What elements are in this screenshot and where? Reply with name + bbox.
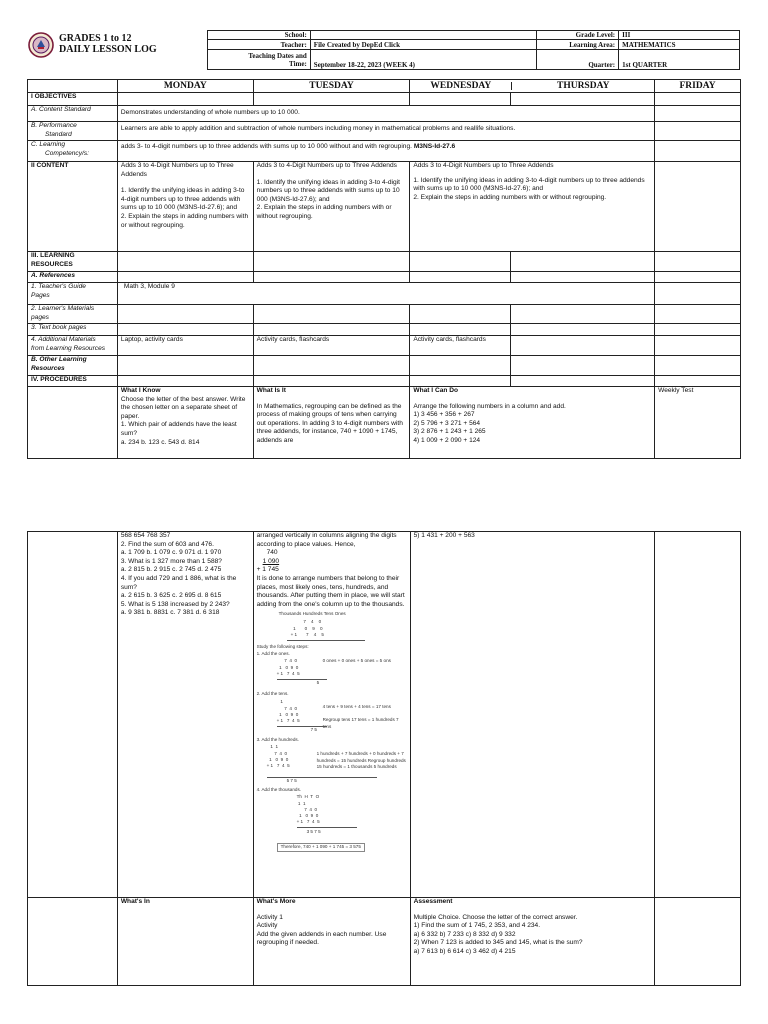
assessment-intro: Multiple Choice. Choose the letter of the correct answer. [413, 913, 578, 921]
dates-value: September 18-22, 2023 (WEEK 4) [310, 50, 536, 70]
teachers-guide-row [28, 283, 741, 305]
what-i-can-do-item: 4) 1 009 + 2 090 + 124 [413, 436, 481, 444]
wednesday-content-obj2: 2. Explain the steps in adding numbers with or without regrouping. [413, 193, 607, 201]
figure-column-1: 7 4 0 1 0 9 0 + 1 7 4 5 [290, 619, 324, 637]
lm-label-1: 2. Learner's Materials [31, 305, 95, 312]
figure-step-1-result: 5 [316, 680, 320, 686]
header-info-table [207, 30, 740, 70]
what-i-can-do-intro: Arrange the following numbers in a column and add. [413, 402, 566, 410]
figure-study-label: Study the following steps: [256, 644, 309, 650]
monday-content-obj2: 2. Explain the steps in adding numbers with or without regrouping. [120, 212, 249, 229]
competency-label-2: Competency/s: [45, 149, 89, 157]
teacher-label: Teacher: [208, 40, 311, 50]
wednesday-materials: Activity cards, flashcards [410, 336, 511, 356]
day-friday: FRIDAY [655, 80, 741, 93]
figure-step-2: 2. Add the tens. [256, 691, 289, 697]
day-wed-thu [410, 80, 655, 93]
what-i-can-do-item: 1) 3 456 + 356 + 267 [413, 411, 475, 419]
textbook-label: 3. Text book pages [28, 324, 118, 336]
what-i-can-do-item: 3) 2 876 + 1 243 + 1 265 [413, 428, 486, 436]
regrouping-figure [257, 611, 407, 871]
competency-text: adds 3- to 4-digit numbers up to three addends with sums up to 10 000 without and with regrouping. [120, 143, 412, 150]
tuesday-content [253, 162, 410, 252]
grade-label: Grade Level: [537, 31, 619, 40]
competency-label-1: C. Learning [31, 141, 66, 148]
monday-content-title: Adds 3 to 4-Digit Numbers up to Three Addends [120, 162, 234, 178]
figure-step-1: 1. Add the ones. [256, 651, 290, 657]
tuesday-materials: Activity cards, flashcards [253, 336, 410, 356]
performance-row [28, 122, 741, 141]
deped-seal [28, 32, 54, 58]
teachers-guide-label [28, 283, 118, 305]
what-i-know-title: What I Know [120, 387, 161, 394]
question-line: a. 2 615 b. 3 625 c. 2 695 d. 8 615 [120, 592, 222, 600]
day-thursday: THURSDAY [556, 80, 610, 91]
monday-whats-in: What's In [117, 898, 253, 986]
other-label-2: Resources [31, 364, 65, 372]
dates-label-line2: Time: [289, 59, 307, 68]
guide-label-1: 1. Teacher's Guide [31, 283, 86, 290]
figure-conclusion: Therefore, 740 + 1 090 + 1 745 = 3 575 [277, 843, 365, 851]
corner-cell [28, 80, 118, 93]
other-resources-label [28, 356, 118, 376]
assessment-q1-options: a) 6 332 b) 7 233 c) 8 332 d) 9 332 [413, 930, 516, 938]
form-title [59, 33, 157, 55]
figure-step-3-work: 1 1 7 4 0 1 0 9 0 + 1 7 4 5 [266, 744, 290, 768]
wednesday-what-i-can-do [410, 387, 655, 459]
additional-materials-label [28, 336, 118, 356]
monday-content [117, 162, 253, 252]
whats-more-instruction: Add the given addends in each number. Use regrouping if needed. [256, 930, 387, 947]
lesson-log-table-page1 [27, 79, 741, 459]
friday-weekly-test: Weekly Test [655, 387, 741, 459]
procedures-continued-row [28, 532, 741, 898]
figure-step-4-result: 3 5 7 5 [306, 829, 321, 835]
figure-rule [287, 640, 365, 641]
question-line: a. 2 815 b. 2 915 c. 2 745 d. 2 475 [120, 566, 222, 574]
monday-what-i-know [117, 387, 253, 459]
figure-step-1-work: 7 4 0 1 0 9 0 + 1 7 4 5 [276, 658, 300, 676]
references-row [28, 272, 741, 283]
dates-label [208, 50, 311, 70]
figure-step-2-note2: Regroup tens 17 tens = 1 hundreds 7 tens [322, 717, 399, 729]
assessment-q2-options: a) 7 613 b) 6 614 c) 3 462 d) 4 215 [413, 947, 516, 955]
place-value-header: Thousands Hundreds Tens Ones [278, 611, 346, 617]
monday-materials: Laptop, activity cards [117, 336, 253, 356]
figure-step-2-result: 7 5 [310, 727, 317, 733]
procedures-row [28, 376, 741, 387]
wednesday-item-5: 5) 1 431 + 200 + 563 [410, 532, 655, 898]
question-line: 3. What is 1 327 more than 1 588? [120, 557, 222, 565]
what-i-know-q1-options: a. 234 b. 123 c. 543 d. 814 [120, 438, 200, 446]
additional-materials-row [28, 336, 741, 356]
figure-step-2-work: 1 7 4 0 1 0 9 0 + 1 7 4 5 [276, 699, 300, 723]
addend-2: 1 090 [262, 557, 280, 565]
question-line: a. 1 709 b. 1 079 c. 9 071 d. 1 970 [120, 549, 222, 557]
teacher-value: File Created by DepEd Click [310, 40, 536, 50]
assessment-q1: 1) Find the sum of 1 745, 2 353, and 4 234. [413, 922, 541, 930]
content-standard-row [28, 106, 741, 122]
resources-label [28, 252, 118, 272]
lm-label-2: pages [31, 313, 49, 321]
figure-rule [277, 726, 327, 727]
quarter-label: Quarter: [537, 50, 619, 70]
title-line-1: GRADES 1 to 12 [59, 33, 132, 44]
school-label: School: [208, 31, 311, 40]
question-line: a. 9 381 b. 8831 c. 7 381 d. 6 318 [120, 609, 220, 617]
wednesday-assessment [410, 898, 655, 986]
resources-row [28, 252, 741, 272]
question-line: 4. If you add 729 and 1 886, what is the sum? [120, 574, 237, 591]
competency-label [28, 141, 118, 162]
learners-materials-label [28, 305, 118, 324]
addend-1: 740 [266, 549, 278, 557]
additional-label-1: 4. Additional Materials [31, 336, 96, 343]
what-i-can-do-title: What I Can Do [413, 387, 459, 394]
what-is-it-title: What Is It [256, 387, 286, 394]
tuesday-whats-more [253, 898, 410, 986]
what-i-can-do-item: 2) 5 796 + 3 271 + 564 [413, 419, 481, 427]
performance-label [28, 122, 118, 141]
figure-step-2-note: 4 tens + 9 tens + 4 tens = 17 tens [322, 704, 391, 710]
addend-3: + 1 745 [256, 566, 279, 574]
question-line: 568 654 768 357 [120, 532, 171, 539]
day-header-row [28, 80, 741, 93]
day-tuesday: TUESDAY [253, 80, 410, 93]
area-label: Learning Area: [537, 40, 619, 50]
tuesday-content-title: Adds 3 to 4-Digit Numbers up to Three Addends [256, 162, 397, 169]
wednesday-content-title: Adds 3 to 4-Digit Numbers up to Three Addends [413, 162, 554, 169]
whats-more-activity: Activity [256, 922, 278, 930]
performance-label-1: B. Performance [31, 122, 77, 129]
other-resources-row [28, 356, 741, 376]
activities-row [28, 898, 741, 986]
what-i-know-text: Choose the letter of the best answer. Write the chosen letter on a separate sheet of paper. [120, 395, 246, 420]
objectives-label: I OBJECTIVES [28, 93, 118, 106]
question-line: 5. What is 5 138 increased by 2 243? [120, 600, 230, 608]
figure-step-4: 4. Add the thousands. [256, 787, 302, 793]
regrouping-text-2: It is done to arrange numbers that belong to their places, most likely ones, tens, hundreds, and thousands. After putting them in place, we will start adding from the one's column up to the thousands. [256, 574, 405, 608]
content-standard-text: Demonstrates understanding of whole numbers up to 10 000. [117, 106, 654, 122]
lesson-log-table-page2 [27, 531, 741, 986]
figure-step-3-result: 5 7 5 [286, 778, 297, 784]
figure-step-3-note: 1 hundreds + 7 hundreds + 0 hundreds + 7 hundreds = 15 hundreds Regroup hundreds 15 hundreds = 1 thousands 5 hundreds [316, 751, 406, 769]
area-value: MATHEMATICS [619, 40, 740, 50]
tuesday-what-is-it-continued [253, 532, 410, 898]
wednesday-content-obj1: 1. Identify the unifying ideas in adding 3-to 4-digit numbers up to three addends with sums up to 10 000 (M3NS-Id-27.6); and [413, 176, 645, 193]
whats-more-title: What's More [256, 898, 296, 905]
assessment-title: Assessment [413, 898, 453, 905]
grade-value: III [619, 31, 740, 40]
content-standard-label: A. Content Standard [28, 106, 118, 122]
performance-label-2: Standard [45, 130, 72, 138]
regrouping-text-1: arranged vertically in columns aligning the digits according to place values. Hence, [256, 532, 397, 548]
competency-cell [117, 141, 654, 162]
competency-code: M3NS-Id-27.6 [413, 143, 456, 150]
monday-content-obj1: 1. Identify the unifying ideas in adding 3-to 4-digit numbers up to three addends with sums up to 10 000 (M3NS-Id-27.6); and [120, 187, 245, 212]
quarter-value: 1st QUARTER [619, 50, 740, 70]
figure-rule [267, 777, 377, 778]
additional-label-2: from Learning Resources [31, 344, 106, 352]
textbook-row [28, 324, 741, 336]
guide-label-2: Pages [31, 291, 50, 299]
day-wednesday: WEDNESDAY [410, 82, 512, 91]
what-is-it-text: In Mathematics, regrouping can be defined as the process of making groups of tens when carrying out operations. In adding 3 to 4-digit numbers with three addends, for instance, 740 + 1090 + 1745, addends are [256, 402, 403, 444]
question-line: 2. Find the sum of 603 and 476. [120, 540, 214, 548]
teachers-guide-text: Math 3, Module 9 [117, 283, 654, 305]
title-line-2: DAILY LESSON LOG [59, 44, 157, 55]
objectives-row [28, 93, 741, 106]
tuesday-what-is-it [253, 387, 410, 459]
figure-step-1-note: 0 ones + 0 ones + 5 ones = 5 ons [322, 658, 391, 664]
references-label: A. References [28, 272, 118, 283]
school-value [310, 31, 536, 40]
seal-icon [28, 32, 54, 58]
tuesday-content-obj2: 2. Explain the steps in adding numbers with or without regrouping. [256, 204, 392, 220]
figure-rule [297, 827, 357, 828]
figure-step-4-work: Th H T O 1 1 7 4 0 1 0 9 0 + 1 7 4 5 [296, 794, 320, 825]
content-label: II CONTENT [28, 162, 118, 252]
what-i-know-q1: 1. Which pair of addends have the least sum? [120, 421, 237, 437]
day-monday: MONDAY [117, 80, 253, 93]
procedures-label: IV. PROCEDURES [28, 376, 118, 387]
resources-label-1: III. LEARNING [31, 252, 75, 259]
figure-step-3: 3. Add the hundreds. [256, 737, 299, 743]
whats-more-activity-1: Activity 1 [256, 913, 283, 921]
learners-materials-row [28, 305, 741, 324]
tuesday-content-obj1: 1. Identify the unifying ideas in adding 3-to 4-digit numbers up to three addends with sums up to 10 000 (M3NS-Id-27.6); and [256, 178, 400, 203]
resources-label-2: RESOURCES [31, 260, 73, 268]
wednesday-content [410, 162, 655, 252]
content-row [28, 162, 741, 252]
assessment-q2: 2) When 7 123 is added to 345 and 145, what is the sum? [413, 939, 583, 947]
dates-label-line1: Teaching Dates and [248, 51, 307, 60]
performance-text: Learners are able to apply addition and subtraction of whole numbers including money in mathematical problems and reallife situations. [117, 122, 654, 141]
monday-questions-continued [117, 532, 253, 898]
competency-row [28, 141, 741, 162]
procedures-content-row [28, 387, 741, 459]
other-label-1: B. Other Learning [31, 356, 87, 363]
